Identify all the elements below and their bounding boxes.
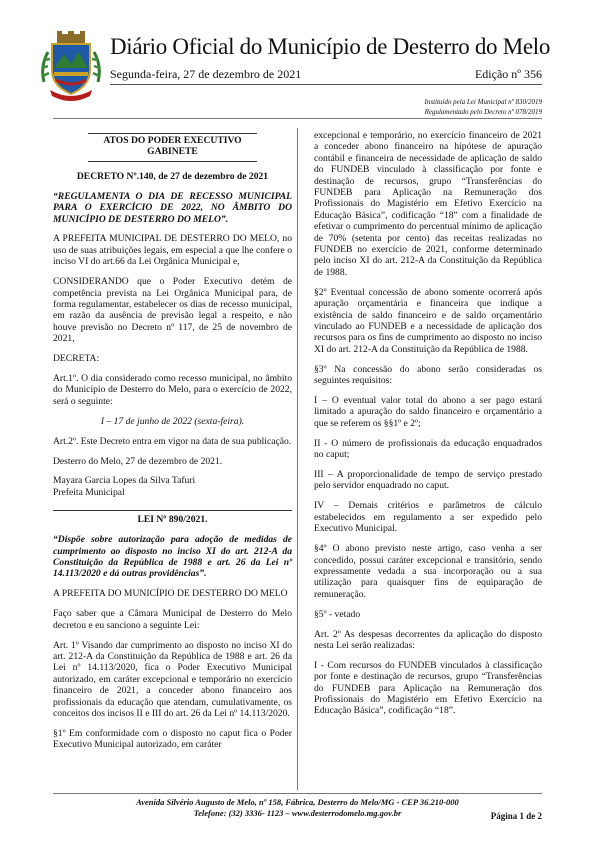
footer-divider <box>53 793 542 794</box>
law-item-iv: IV – Demais critérios e parâmetros de cálculo estabelecidos em regulamento a ser expedido pelo Executivo Municipal. <box>314 500 542 535</box>
signer-role: Prefeita Municipal <box>53 486 125 498</box>
decree-decreta: DECRETA: <box>53 353 100 365</box>
institution-note: Instituído pela Lei Municipal nº 830/2019 <box>424 98 542 106</box>
law-item-ii: II - O número de profissionais da educação enquadrados no caput; <box>314 437 542 461</box>
decree-place-date: Desterro do Melo, 27 de dezembro de 2021. <box>53 455 223 467</box>
header-divider <box>110 84 542 85</box>
decree-article-1: Art.1º. O dia considerado como recesso municipal, no âmbito do Município de Desterro do Melo, para o exercício de 2022, será o seguinte: <box>53 373 292 407</box>
decree-article-2: Art.2º. Este Decreto entra em vigor na data de sua publicação. <box>53 435 292 447</box>
section-title-executive: ATOS DO PODER EXECUTIVO <box>88 133 257 146</box>
law-article-2-item-i: I - Com recursos do FUNDEB vinculados à classificação por fonte e destinação de recursos, grupo “Transferências do FUNDEB para Aplicação na Remuneração dos Profissionais do Magistério em Efetivo Exercício na Educação Básica”, codificação “18”. <box>314 659 542 717</box>
decree-paragraph: A PREFEITA MUNICIPAL DE DESTERRO DO MELO, no uso de suas atribuições legais, em especial a que lhe confere o inciso VI do art.66 da Lei Orgânica Municipal e, <box>53 233 292 268</box>
left-column <box>53 133 292 759</box>
law-paragraph: A PREFEITA DO MUNICÍPIO DE DESTERRO DO MELO <box>53 588 288 600</box>
law-item-i: I – O eventual valor total do abono a ser pago estará limitado a apuração do saldo financeiro e orçamentário a que se referem os §§1º e 2º; <box>314 395 542 429</box>
law-paragraph-5: §5º - vetado <box>314 608 361 620</box>
newspaper-title: Diário Oficial do Município de Desterro do Melo <box>110 34 551 59</box>
law-paragraph-2: §2º Eventual concessão de abono somente ocorrerá após apuração orçamentária e financeira que indique a existência de saldo financeiro e de saldo orçamentário vinculado ao FUNDEB e a necessidade de aplicação dos recursos para os fins de cumprimento ao disposto no inciso XI do art. 212-A da Constituição da República de 1988. <box>314 286 542 355</box>
section-title-cabinet: GABINETE <box>88 146 257 161</box>
law-item-iii: III – A proporcionalidade de tempo de serviço prestado pelo servidor enquadrado no caput. <box>314 469 542 492</box>
decree-paragraph: CONSIDERANDO que o Poder Executivo detém de competência prevista na Lei Orgânica Municipal para, de forma regulamentar, estabelecer os dias de recesso municipal, em razão da ausência de previsão legal a respeito, e não houve previsão no Decreto nº 117, de 25 de novembro de 2021, <box>53 276 292 345</box>
decree-recess-date: I – 17 de junho de 2022 (sexta-feira). <box>100 415 245 427</box>
footer-contact: Telefone: (32) 3336- 1123 – www.desterrodomelo.mg.gov.br <box>193 808 402 818</box>
column-divider <box>297 128 298 790</box>
publication-date: Segunda-feira, 27 de dezembro de 2021 <box>110 67 302 81</box>
law-ementa: “Dispõe sobre autorização para adoção de medidas de cumprimento ao disposto no inciso XI do art. 212-A da Constituição da República de 1988 e art. 26 da Lei nº 14.113/2020 e dá outras providências”. <box>53 534 292 580</box>
regulation-note: Regulamentado pelo Decreto nº 078/2019 <box>424 108 542 116</box>
content-top-divider <box>53 118 542 119</box>
decree-title: DECRETO Nº.140, de 27 de dezembro de 2021 <box>76 170 269 182</box>
law-title: LEI Nº 890/2021. <box>53 510 292 525</box>
law-paragraph: excepcional e temporário, no exercício financeiro de 2021 a conceder abono financeiro na hipótese de apuração contábil e financeira de necessidade de aplicação de saldo do FUNDEB vinculado à classificação por fonte e destinação de recursos, grupo “Transferências do FUNDEB para Aplicação na Remuneração dos Profissionais do Magistério em Efetivo Exercício na Educação Básica”, codificação “18” com a finalidade de efetivar o cumprimento do percentual mínimo de aplicação de 70% (setenta por cento) das receitas realizadas no FUNDEB no exercício de 2021, conforme determinado pelo inciso XI do art. 212-A da Constituição da República de 1988. <box>314 130 542 278</box>
law-article-2: Art. 2º As despesas decorrentes da aplicação do disposto nesta Lei serão realizadas: <box>314 628 542 651</box>
coat-of-arms-logo <box>40 30 102 102</box>
law-paragraph: Faço saber que a Câmara Municipal de Desterro do Melo decretou e eu sanciono a seguinte Lei: <box>53 608 292 631</box>
edition-number: Edição nº 356 <box>474 67 542 81</box>
law-paragraph-1: §1º Em conformidade com o disposto no caput fica o Poder Executivo Municipal autorizado, em caráter <box>53 727 292 751</box>
signer-name: Mayara Garcia Lopes da Silva Tafuri <box>53 475 196 487</box>
law-article-1: Art. 1º Visando dar cumprimento ao disposto no inciso XI do art. 212-A da Constituição da República de 1988 e art. 26 da Lei nº 14.113/2020, fica o Poder Executivo Municipal autorizado, em caráter excepcional e temporário no exercício financeiro de 2021, a conceder abono financeiro aos profissionais da educação que atendam, cumulativamente, os conceitos dos incisos II e III do art. 26 da Lei nº 14.113/2020. <box>53 639 292 719</box>
decree-ementa: “REGULAMENTA O DIA DE RECESSO MUNICIPAL PARA O EXERCÍCIO DE 2022, NO ÂMBITO DO MUNICÍPIO DE DESTERRO DO MELO”. <box>53 190 292 225</box>
law-paragraph-3: §3º Na concessão do abono serão consideradas os seguintes requisitos: <box>314 363 542 387</box>
right-column <box>314 130 542 725</box>
law-paragraph-4: §4º O abono previsto neste artigo, caso venha a ser concedido, possui caráter excepcional e transitório, sendo expressamente vedada a sua incorporação ou a sua utilização para quaisquer fins de equiparação de remuneração. <box>314 543 542 600</box>
page-number: Página 1 de 2 <box>490 811 542 821</box>
footer-address: Avenida Silvério Augusto de Melo, nº 158, Fábrica, Desterro do Melo/MG - CEP 36.210-000 <box>136 797 459 807</box>
